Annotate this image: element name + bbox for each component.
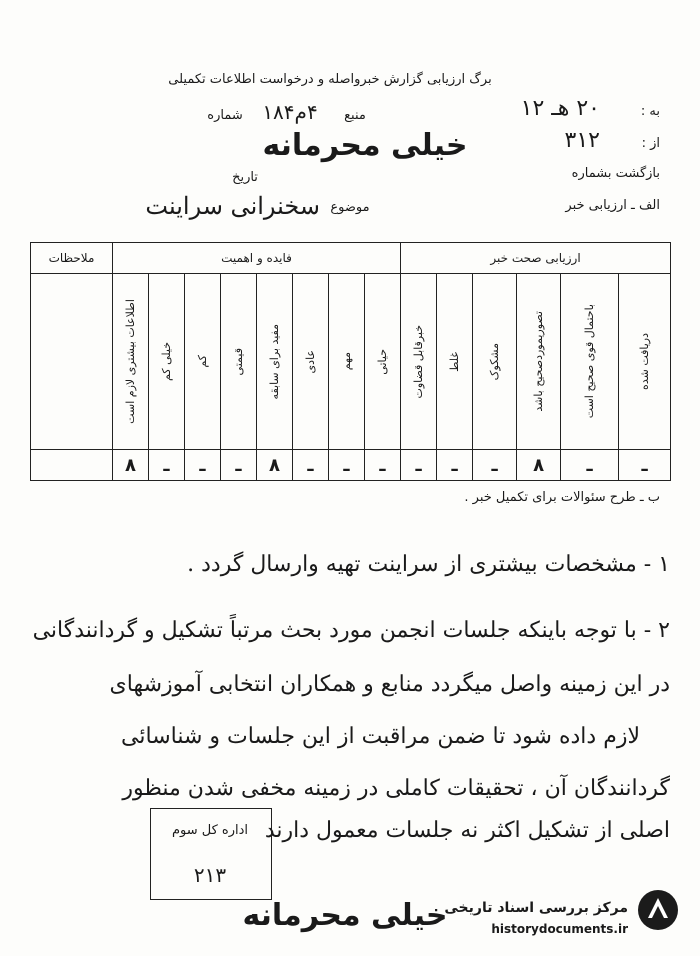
col-header: خیلی کم [149, 274, 185, 450]
mark-cell: ـ [401, 450, 437, 481]
from-label: از : [641, 136, 660, 151]
number-label: شماره [207, 108, 243, 123]
col-header: غلط [437, 274, 473, 450]
col-header: مشکوک [473, 274, 517, 450]
question-line: ۲ - با توجه باینکه جلسات انجمن مورد بحث مرتباً تشکیل و گردانندگانی [32, 618, 670, 643]
date-label: تاریخ [232, 170, 258, 185]
group-accuracy-header: ارزیابی صحت خبر [401, 243, 671, 274]
watermark-name: مرکز بررسی اسناد تاریخی [444, 900, 628, 916]
mark-cell: ۸ [113, 450, 149, 481]
group-value-header: فایده و اهمیت [113, 243, 401, 274]
col-header: دریافت شده [619, 274, 671, 450]
col-header: تصوریموردصحیح باشد [517, 274, 561, 450]
mark-cell: ـ [561, 450, 619, 481]
mark-cell: ۸ [517, 450, 561, 481]
evaluation-table [30, 242, 662, 480]
mark-cell: ۸ [257, 450, 293, 481]
form-title: برگ ارزیابی گزارش خبرواصله و درخواست اطلاعات تکمیلی [168, 72, 492, 87]
section-b: ب ـ طرح سئوالات برای تکمیل خبر . [464, 490, 660, 505]
watermark-url: historydocuments.ir [491, 922, 628, 936]
archive-logo-icon [636, 888, 680, 932]
col-header: خبرقابل قضاوت [401, 274, 437, 450]
col-header: کم [185, 274, 221, 450]
col-header: عادی [293, 274, 329, 450]
section-a: الف ـ ارزیابی خبر [565, 198, 660, 213]
mark-cell: ـ [149, 450, 185, 481]
col-header: مفید برای سابقه [257, 274, 293, 450]
mark-cell: ـ [329, 450, 365, 481]
col-header: باحتمال قوی صحیح است [561, 274, 619, 450]
question-line: لازم داده شود تا ضمن مراقبت از این جلسات و شناسائی [121, 724, 640, 749]
mark-cell: ـ [619, 450, 671, 481]
col-header: اطلاعات بیشتری لازم است [113, 274, 149, 450]
question-line: گردانندگان آن ، تحقیقات کاملی در زمینه مخفی شدن منظور [122, 776, 670, 801]
archive-label: اداره کل سوم [171, 823, 249, 838]
mark-cell: ـ [293, 450, 329, 481]
archive-stamp-box [150, 808, 272, 900]
question-line: در این زمینه واصل میگردد منابع و همکاران انتخابی آموزشهای [109, 672, 670, 697]
group-notes-header: ملاحظات [31, 243, 113, 274]
to-value: ۲۰ هـ ۱۲ [520, 96, 600, 121]
from-value: ۳۱۲ [564, 128, 600, 153]
archive-number: ۲۱۳ [193, 863, 227, 887]
to-label: به : [640, 104, 660, 119]
notes-mark-cell [31, 450, 113, 481]
col-header: حیاتی [365, 274, 401, 450]
ref-label: بازگشت بشماره [571, 166, 660, 181]
mark-cell: ـ [185, 450, 221, 481]
question-line: اصلی از تشکیل اکثر نه جلسات معمول دارند [264, 818, 670, 843]
mark-cell: ـ [473, 450, 517, 481]
col-header: مهم [329, 274, 365, 450]
question-line: ۱ - مشخصات بیشتری از سراینت تهیه وارسال گردد . [187, 552, 670, 577]
subject-value: سخنرانی سراینت [145, 192, 320, 220]
ref-number-value: ۴م۱۸۴ [262, 100, 318, 124]
classification-stamp: خیلی محرمانه [262, 128, 468, 163]
subject-label: موضوع [330, 200, 370, 215]
notes-cell [31, 274, 113, 450]
col-header: قیمتی [221, 274, 257, 450]
classification-stamp-bottom: خیلی محرمانه [242, 898, 448, 933]
ref-number-label: منبع [344, 108, 366, 123]
mark-cell: ـ [365, 450, 401, 481]
mark-cell: ـ [437, 450, 473, 481]
mark-cell: ـ [221, 450, 257, 481]
